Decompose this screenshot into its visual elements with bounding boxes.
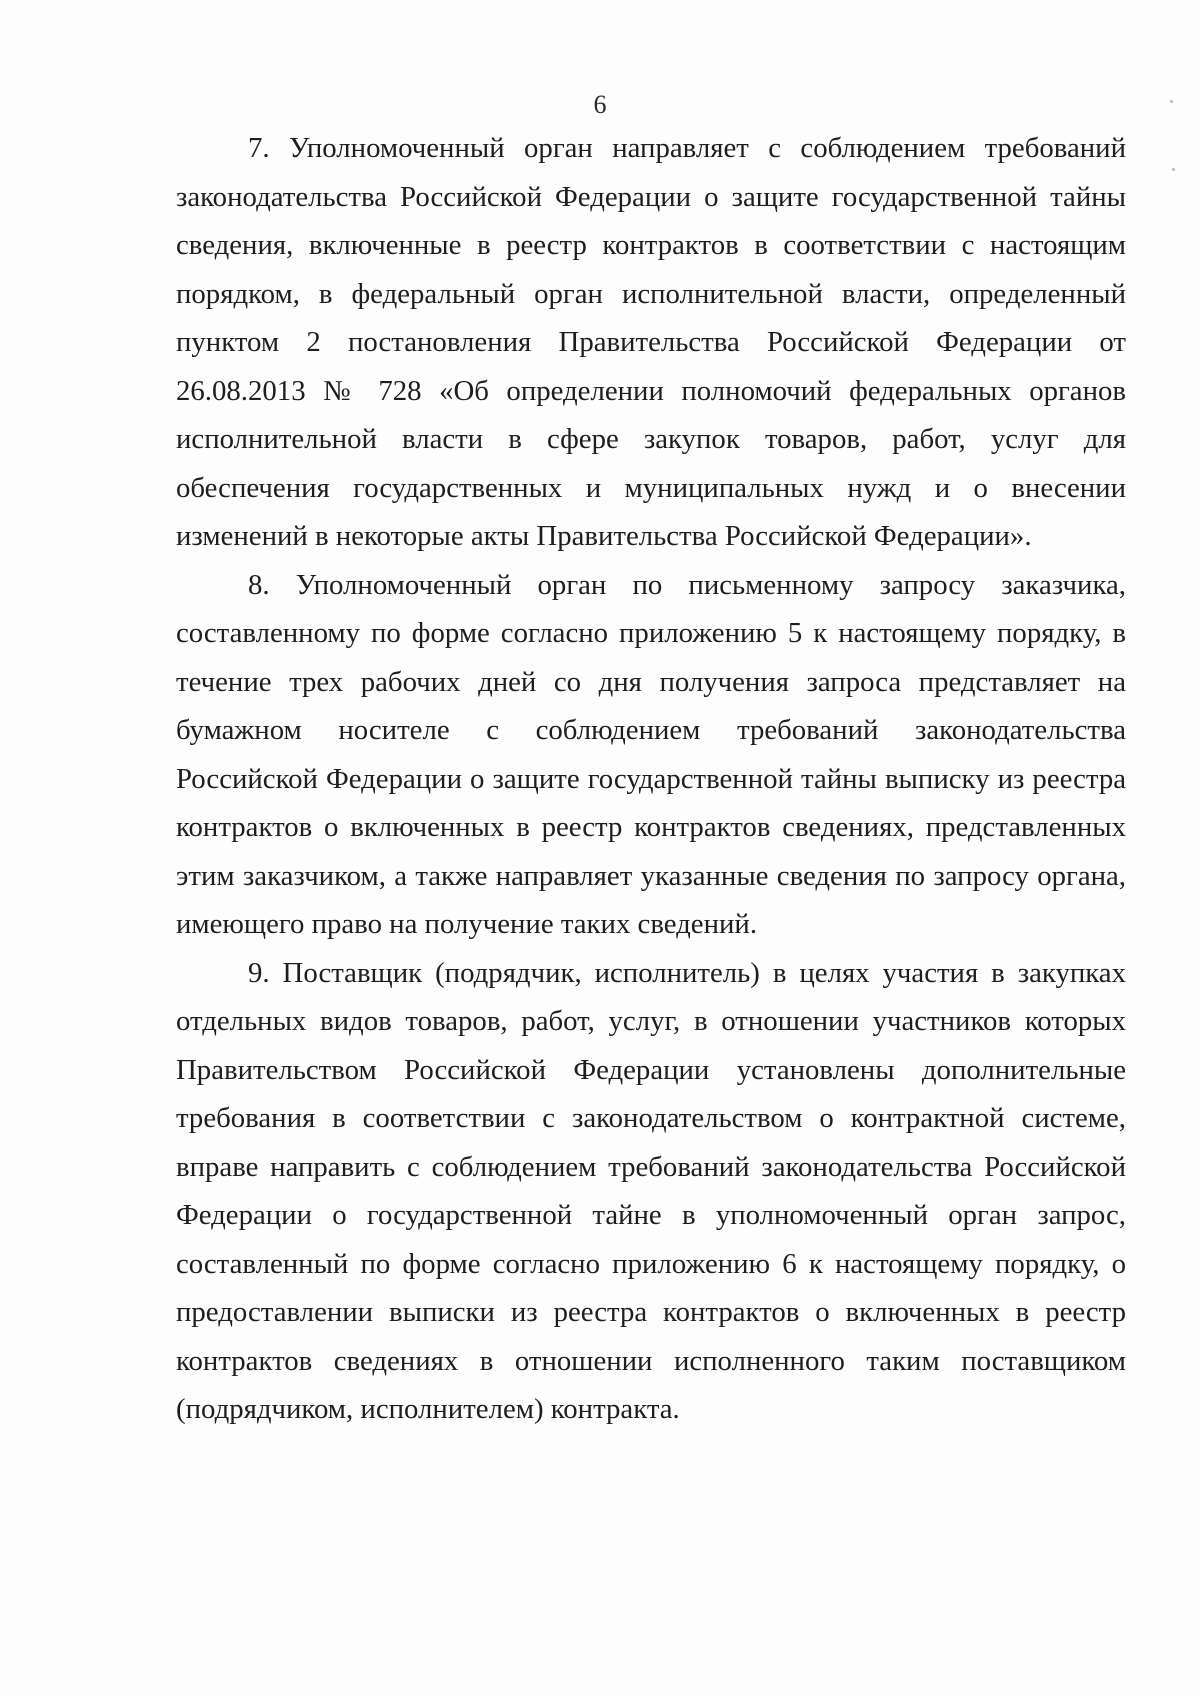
document-body — [176, 124, 1126, 1434]
paragraph-7: 7. Уполномоченный орган направляет с соблюдением требований законодательства Российской Федерации о защите государственной тайны сведения, включенные в реестр контрактов в соответствии с настоящим порядком, в федеральный орган исполнительной власти, определенный пунктом 2 постановления Правительства Российской Федерации от 26.08.2013 № 728 «Об определении полномочий федеральных органов исполнительной власти в сфере закупок товаров, работ, услуг для обеспечения государственных и муниципальных нужд и о внесении изменений в некоторые акты Правительства Российской Федерации». — [176, 132, 1126, 552]
scan-speck — [1172, 168, 1175, 171]
paragraph-9: 9. Поставщик (подрядчик, исполнитель) в целях участия в закупках отдельных видов товаров, работ, услуг, в отношении участников которых Правительством Российской Федерации установлены дополнительные требования в соответствии с законодательством о контрактной системе, вправе направить с соблюдением требований законодательства Российской Федерации о государственной тайне в уполномоченный орган запрос, составленный по форме согласно приложению 6 к настоящему порядку, о предоставлении выписки из реестра контрактов о включенных в реестр контрактов сведениях в отношении исполненного таким поставщиком (подрядчиком, исполнителем) контракта. — [176, 956, 1126, 1425]
scan-speck — [1170, 100, 1173, 103]
paragraph-8: 8. Уполномоченный орган по письменному запросу заказчика, составленному по форме согласно приложению 5 к настоящему порядку, в течение трех рабочих дней со дня получения запроса представляет на бумажном носителе с соблюдением требований законодательства Российской Федерации о защите государственной тайны выписку из реестра контрактов о включенных в реестр контрактов сведениях, представленных этим заказчиком, а также направляет указанные сведения по запросу органа, имеющего право на получение таких сведений. — [176, 568, 1126, 940]
page-number: 6 — [593, 90, 607, 119]
